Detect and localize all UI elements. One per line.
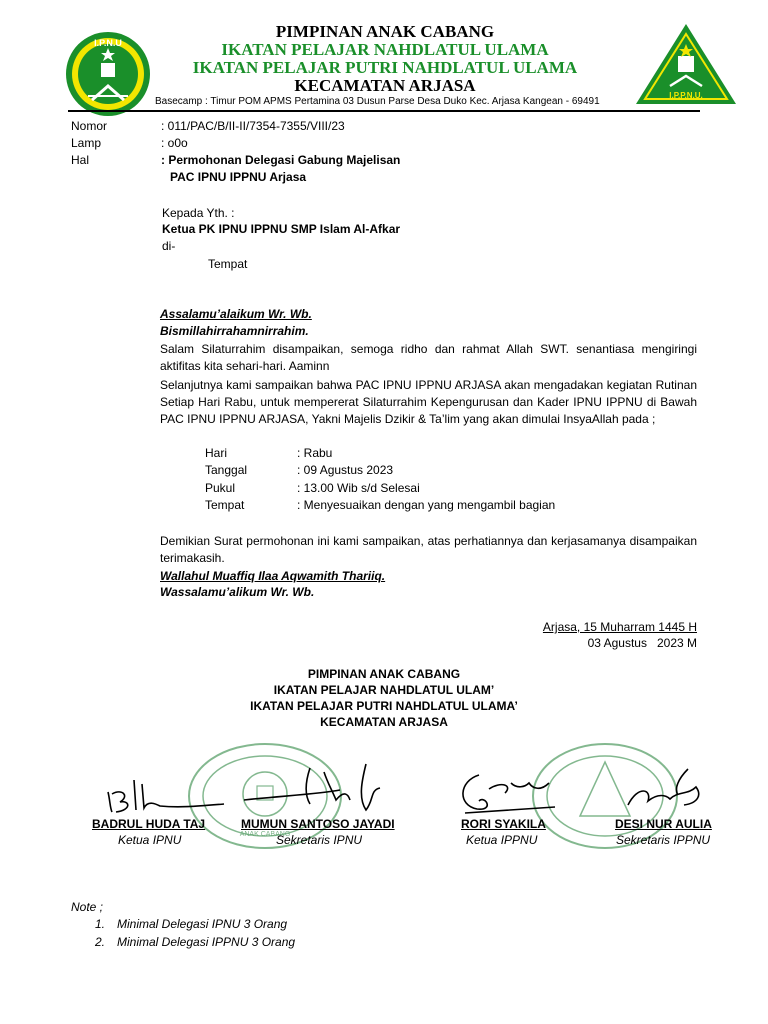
- detail-value: : 13.00 Wib s/d Selesai: [297, 481, 420, 495]
- recipient-line4: Tempat: [208, 257, 248, 271]
- ipnu-logo: [62, 30, 154, 118]
- sig-header-line1: PIMPINAN ANAK CABANG: [307, 667, 461, 681]
- note-item-number: 2.: [95, 935, 106, 949]
- detail-value: : 09 Agustus 2023: [297, 463, 394, 477]
- wallahul: Wallahul Muaffiq Ilaa Aqwamith Thariiq.: [160, 569, 386, 583]
- date-hijri: Arjasa, 15 Muharram 1445 H: [542, 620, 697, 634]
- letterhead-line2: IKATAN PELAJAR NAHDLATUL ULAMA: [221, 40, 549, 59]
- hal-label: Hal: [71, 153, 90, 167]
- letterhead-address: Basecamp : Timur POM APMS Pertamina 03 Dusun Parse Desa Duko Kec. Arjasa Kangean - 69491: [155, 96, 600, 107]
- letterhead-line3: IKATAN PELAJAR PUTRI NAHDLATUL ULAMA: [192, 58, 578, 77]
- paragraph-2: Selanjutnya kami sampaikan bahwa PAC IPNU IPPNU ARJASA akan mengadakan kegiatan Rutinan Setiap Hari Rabu, untuk mempererat Silaturrahim Kepengurusan dan Kader IPNU IPPNU di Bawah PAC IPNU IPPNU ARJASA, Yakni Majelis Dzikir & Ta’lim yang akan dimulai InsyaAllah pada ;: [160, 378, 697, 426]
- ipnu-logo-text: I.P.N.U: [94, 38, 122, 48]
- recipient-line2: Ketua PK IPNU IPPNU SMP Islam Al-Afkar: [162, 222, 401, 236]
- detail-label: Pukul: [205, 481, 236, 495]
- bismillah: Bismillahirrahamnirrahim.: [160, 324, 309, 338]
- paragraph-1: Salam Silaturrahim disampaikan, semoga ridho dan rahmat Allah SWT. senantiasa mengiringi aktifitas kita sehari-hari. Aaminn: [160, 342, 697, 373]
- detail-value: : Menyesuaikan dengan yang mengambil bagian: [297, 498, 556, 512]
- recipient-line3: di-: [162, 239, 176, 253]
- signatory-role: Ketua IPNU: [118, 833, 182, 847]
- signatory-name: MUMUN SANTOSO JAYADI: [241, 817, 395, 831]
- hal-value-1: : Permohonan Delegasi Gabung Majelisan: [161, 153, 401, 167]
- signatory-role: Sekretaris IPPNU: [616, 833, 711, 847]
- detail-value: : Rabu: [297, 446, 333, 460]
- signatory-name: RORI SYAKILA: [461, 817, 546, 831]
- note-item-number: 1.: [95, 917, 106, 931]
- signature-mumun: [240, 760, 390, 820]
- ippnu-logo-text: I.P.P.N.U.: [669, 91, 703, 100]
- letterhead-divider: [68, 110, 700, 112]
- recipient-line1: Kepada Yth. :: [162, 206, 235, 220]
- note-title: Note ;: [71, 900, 104, 914]
- signatory-name: BADRUL HUDA TAJ: [92, 817, 206, 831]
- detail-label: Hari: [205, 446, 228, 460]
- sig-header-line4: KECAMATAN ARJASA: [320, 715, 448, 729]
- signatory-role: Ketua IPPNU: [466, 833, 538, 847]
- sig-header-line3: IKATAN PELAJAR PUTRI NAHDLATUL ULAMA’: [250, 699, 518, 713]
- date-masehi: 03 Agustus 2023 M: [587, 636, 697, 650]
- nomor-value: : 011/PAC/B/II-II/7354-7355/VIII/23: [161, 119, 345, 133]
- letterhead-line4: KECAMATAN ARJASA: [294, 76, 476, 95]
- salam-opening: Assalamu’alaikum Wr. Wb.: [160, 307, 312, 321]
- nomor-label: Nomor: [71, 119, 108, 133]
- detail-label: Tanggal: [205, 463, 248, 477]
- signatory-name: DESI NUR AULIA: [615, 817, 712, 831]
- note-item-text: Minimal Delegasi IPPNU 3 Orang: [117, 935, 296, 949]
- signature-badrul: [100, 770, 230, 820]
- lamp-value: : o0o: [161, 136, 188, 150]
- lamp-label: Lamp: [71, 136, 102, 150]
- signature-rori: [455, 765, 565, 825]
- detail-label: Tempat: [205, 498, 245, 512]
- signature-desi: [618, 765, 708, 820]
- signatory-role: Sekretaris IPNU: [276, 833, 363, 847]
- sig-header-line2: IKATAN PELAJAR NAHDLATUL ULAM’: [273, 683, 495, 697]
- letterhead-line1: PIMPINAN ANAK CABANG: [275, 22, 495, 41]
- salam-closing: Wassalamu’alikum Wr. Wb.: [160, 585, 315, 599]
- hal-value-2: PAC IPNU IPPNU Arjasa: [170, 170, 307, 184]
- note-item-text: Minimal Delegasi IPNU 3 Orang: [117, 917, 288, 931]
- ippnu-logo: [634, 22, 738, 106]
- closing-paragraph: Demikian Surat permohonan ini kami sampaikan, atas perhatiannya dan kerjasamanya disampaikan terimakasih.: [160, 534, 697, 565]
- ipnu-stamp-text: ANAK CABANG: [239, 831, 291, 838]
